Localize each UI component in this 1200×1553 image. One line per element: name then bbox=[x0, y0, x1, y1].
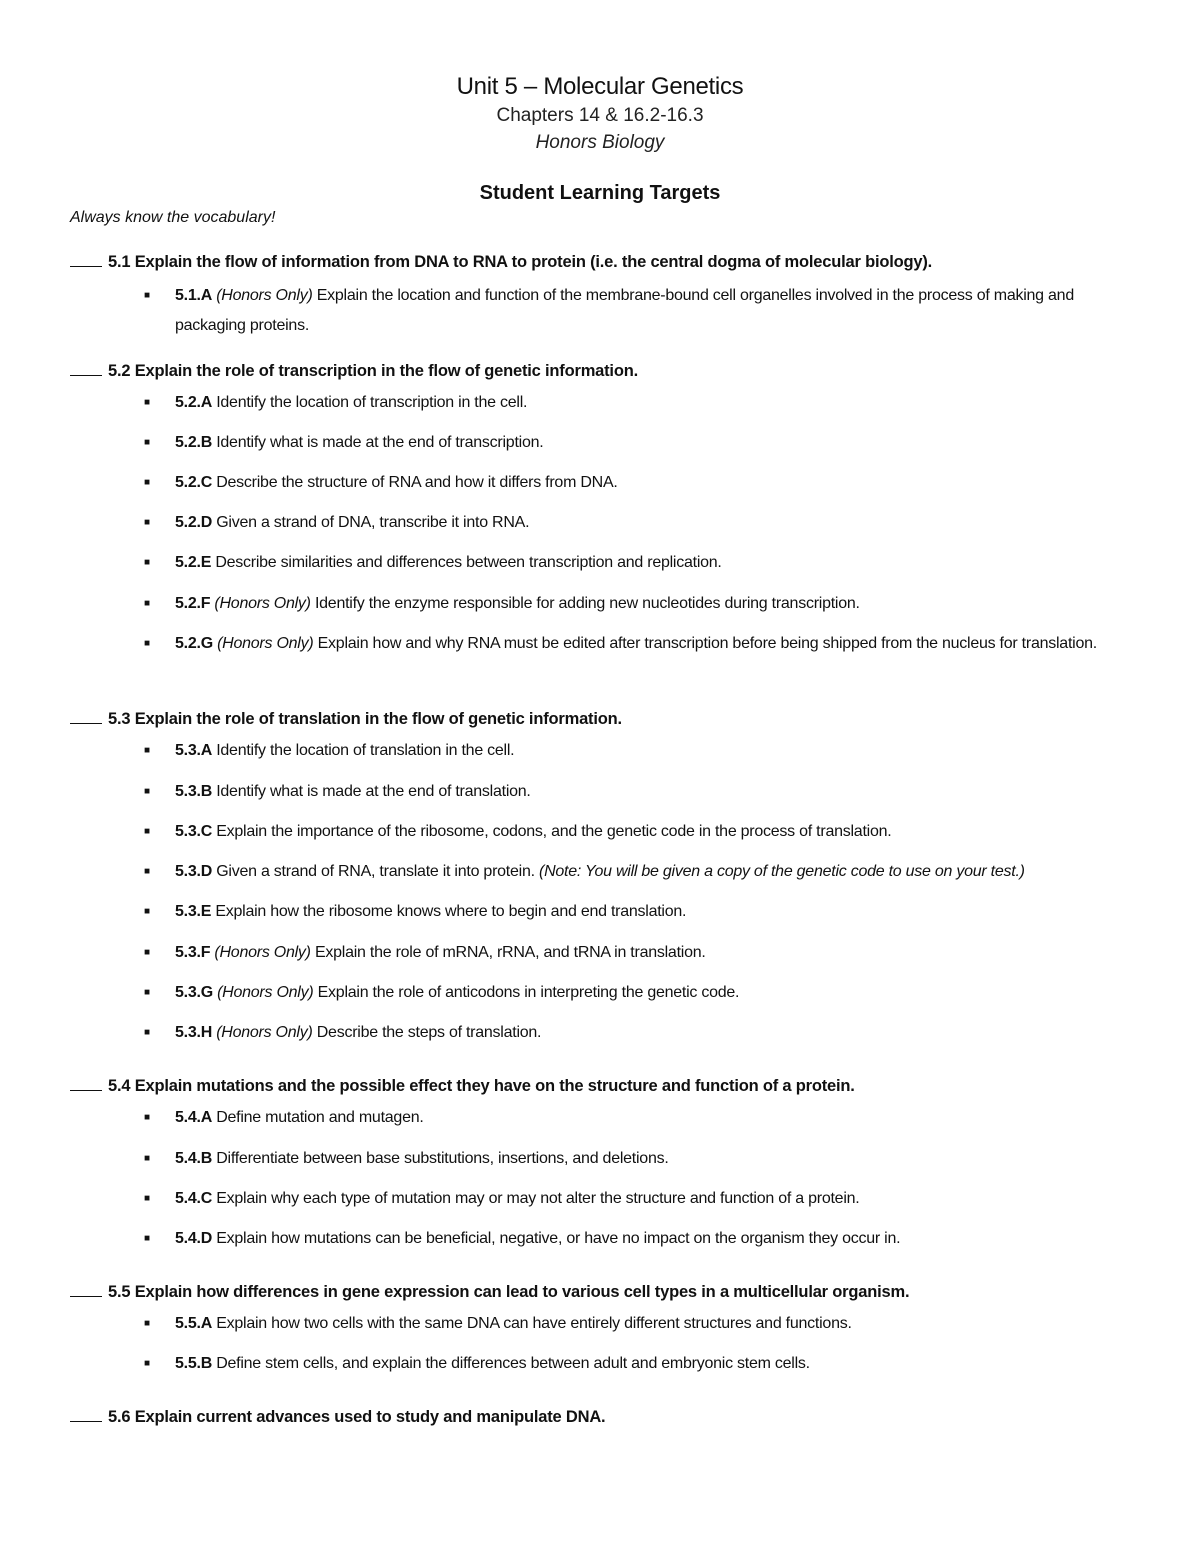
learning-target-5-6 bbox=[70, 1407, 1150, 1427]
target-code: 5.3 bbox=[108, 710, 131, 728]
sub-target-code: 5.3.B bbox=[175, 783, 212, 800]
bullet-icon: ■ bbox=[144, 1027, 150, 1038]
sub-target-5-4-c bbox=[144, 1184, 1124, 1214]
honors-only-label: (Honors Only) bbox=[216, 287, 313, 304]
sub-target-5-2-f bbox=[144, 589, 1124, 619]
learning-target-5-5 bbox=[70, 1282, 1150, 1302]
sub-target-text: Explain why each type of mutation may or may not alter the structure and function of a protein. bbox=[216, 1190, 860, 1207]
vocabulary-note: Always know the vocabulary! bbox=[70, 209, 276, 226]
sub-target-5-5-a bbox=[144, 1309, 1124, 1339]
sub-target-code: 5.3.E bbox=[175, 903, 212, 920]
target-text: Explain how differences in gene expression can lead to various cell types in a multicellular organism. bbox=[134, 1283, 910, 1301]
sub-target-text: Explain the role of anticodons in interpreting the genetic code. bbox=[317, 984, 740, 1001]
sub-target-text: Define mutation and mutagen. bbox=[216, 1109, 424, 1126]
checkoff-blank bbox=[70, 252, 102, 267]
checkoff-blank bbox=[70, 709, 102, 724]
sub-target-5-2-b bbox=[144, 428, 1124, 458]
learning-target-5-1 bbox=[70, 252, 1150, 272]
sub-target-text: Given a strand of DNA, transcribe it into RNA. bbox=[216, 514, 530, 531]
sub-target-5-2-e bbox=[144, 548, 1124, 578]
sub-target-text: Identify the location of translation in the cell. bbox=[216, 742, 515, 759]
sub-target-5-5-b bbox=[144, 1349, 1124, 1379]
target-text: Explain the flow of information from DNA to RNA to protein (i.e. the central dogma of molecular biology). bbox=[134, 253, 933, 271]
sub-target-text: Identify the location of transcription in the cell. bbox=[216, 394, 528, 411]
sub-target-code: 5.3.C bbox=[175, 823, 212, 840]
bullet-icon: ■ bbox=[144, 437, 150, 448]
sub-target-5-3-d bbox=[144, 857, 1124, 887]
sub-target-code: 5.4.A bbox=[175, 1109, 212, 1126]
bullet-icon: ■ bbox=[144, 477, 150, 488]
honors-only-label: (Honors Only) bbox=[217, 635, 314, 652]
honors-only-label: (Honors Only) bbox=[217, 984, 314, 1001]
sub-target-text: Explain the role of mRNA, rRNA, and tRNA in translation. bbox=[314, 944, 706, 961]
bullet-icon: ■ bbox=[144, 557, 150, 568]
target-text: Explain the role of transcription in the flow of genetic information. bbox=[134, 362, 638, 380]
sub-target-5-4-a bbox=[144, 1103, 1124, 1133]
sub-target-text: Identify what is made at the end of transcription. bbox=[216, 434, 544, 451]
bullet-icon: ■ bbox=[144, 397, 150, 408]
sub-target-text: Explain how mutations can be beneficial, negative, or have no impact on the organism they occur in. bbox=[216, 1230, 901, 1247]
sub-target-text: Describe the structure of RNA and how it differs from DNA. bbox=[216, 474, 618, 491]
bullet-icon: ■ bbox=[144, 987, 150, 998]
honors-only-label: (Honors Only) bbox=[214, 944, 311, 961]
sub-target-text: Explain how two cells with the same DNA can have entirely different structures and functions. bbox=[216, 1315, 852, 1332]
checkoff-blank bbox=[70, 1407, 102, 1422]
target-text: Explain mutations and the possible effect they have on the structure and function of a protein. bbox=[134, 1077, 855, 1095]
sub-target-text: Identify the enzyme responsible for adding new nucleotides during transcription. bbox=[314, 595, 860, 612]
sub-target-text: Explain the location and function of the membrane-bound cell organelles involved in the process of making and packaging proteins. bbox=[175, 287, 1074, 334]
bullet-icon: ■ bbox=[144, 826, 150, 837]
bullet-icon: ■ bbox=[144, 1318, 150, 1329]
sub-target-code: 5.4.B bbox=[175, 1150, 212, 1167]
bullet-icon: ■ bbox=[144, 786, 150, 797]
sub-target-5-3-g bbox=[144, 978, 1124, 1008]
sub-target-code: 5.2.C bbox=[175, 474, 212, 491]
sub-target-5-2-g bbox=[144, 629, 1124, 659]
sub-target-text: Describe similarities and differences between transcription and replication. bbox=[215, 554, 722, 571]
sub-target-5-2-d bbox=[144, 508, 1124, 538]
bullet-icon: ■ bbox=[144, 1233, 150, 1244]
sub-target-text: Identify what is made at the end of translation. bbox=[216, 783, 531, 800]
sub-target-code: 5.3.D bbox=[175, 863, 212, 880]
sub-target-code: 5.2.F bbox=[175, 595, 211, 612]
target-code: 5.6 bbox=[108, 1408, 131, 1426]
target-code: 5.4 bbox=[108, 1077, 131, 1095]
sub-target-5-4-d bbox=[144, 1224, 1124, 1254]
sub-target-code: 5.4.D bbox=[175, 1230, 212, 1247]
bullet-icon: ■ bbox=[144, 866, 150, 877]
sub-target-5-3-a bbox=[144, 736, 1124, 766]
learning-target-5-3 bbox=[70, 709, 1150, 729]
sub-target-code: 5.3.H bbox=[175, 1024, 212, 1041]
bullet-icon: ■ bbox=[144, 1358, 150, 1369]
bullet-icon: ■ bbox=[144, 1112, 150, 1123]
genetic-code-note: (Note: You will be given a copy of the genetic code to use on your test.) bbox=[538, 863, 1025, 880]
target-code: 5.1 bbox=[108, 253, 131, 271]
checkoff-blank bbox=[70, 361, 102, 376]
sub-target-5-4-b bbox=[144, 1144, 1124, 1174]
sub-target-text: Describe the steps of translation. bbox=[316, 1024, 542, 1041]
sub-target-5-2-c bbox=[144, 468, 1124, 498]
checkoff-blank bbox=[70, 1076, 102, 1091]
bullet-icon: ■ bbox=[144, 290, 150, 301]
sub-target-text: Define stem cells, and explain the differences between adult and embryonic stem cells. bbox=[216, 1355, 810, 1372]
bullet-icon: ■ bbox=[144, 517, 150, 528]
sub-target-code: 5.2.E bbox=[175, 554, 212, 571]
chapters-subtitle: Chapters 14 & 16.2-16.3 bbox=[496, 105, 704, 126]
sub-target-code: 5.2.D bbox=[175, 514, 212, 531]
bullet-icon: ■ bbox=[144, 598, 150, 609]
bullet-icon: ■ bbox=[144, 906, 150, 917]
page-title: Unit 5 – Molecular Genetics bbox=[456, 73, 744, 100]
sub-target-code: 5.5.A bbox=[175, 1315, 212, 1332]
course-name: Honors Biology bbox=[535, 132, 665, 153]
sub-target-code: 5.2.A bbox=[175, 394, 212, 411]
target-text: Explain current advances used to study and manipulate DNA. bbox=[134, 1408, 606, 1426]
bullet-icon: ■ bbox=[144, 745, 150, 756]
sub-target-code: 5.1.A bbox=[175, 287, 212, 304]
sub-target-code: 5.4.C bbox=[175, 1190, 212, 1207]
section-title: Student Learning Targets bbox=[479, 182, 721, 204]
target-text: Explain the role of translation in the flow of genetic information. bbox=[134, 710, 622, 728]
checkoff-blank bbox=[70, 1282, 102, 1297]
learning-target-5-4 bbox=[70, 1076, 1150, 1096]
target-code: 5.5 bbox=[108, 1283, 131, 1301]
sub-target-text: Explain how and why RNA must be edited after transcription before being shipped from the nucleus for translation. bbox=[317, 635, 1097, 652]
bullet-icon: ■ bbox=[144, 638, 150, 649]
sub-target-5-3-e bbox=[144, 897, 1124, 927]
sub-target-text: Differentiate between base substitutions, insertions, and deletions. bbox=[216, 1150, 669, 1167]
bullet-icon: ■ bbox=[144, 1193, 150, 1204]
sub-target-code: 5.2.B bbox=[175, 434, 212, 451]
sub-target-5-2-a bbox=[144, 388, 1124, 418]
sub-target-code: 5.3.G bbox=[175, 984, 213, 1001]
sub-target-code: 5.3.A bbox=[175, 742, 212, 759]
sub-target-5-3-f bbox=[144, 938, 1124, 968]
sub-target-5-3-b bbox=[144, 777, 1124, 807]
sub-target-text: Explain the importance of the ribosome, codons, and the genetic code in the process of translation. bbox=[216, 823, 892, 840]
learning-target-5-2 bbox=[70, 361, 1150, 381]
sub-target-text: Explain how the ribosome knows where to begin and end translation. bbox=[215, 903, 687, 920]
target-code: 5.2 bbox=[108, 362, 131, 380]
sub-target-5-3-h bbox=[144, 1018, 1124, 1048]
bullet-icon: ■ bbox=[144, 947, 150, 958]
honors-only-label: (Honors Only) bbox=[214, 595, 311, 612]
sub-target-code: 5.3.F bbox=[175, 944, 211, 961]
bullet-icon: ■ bbox=[144, 1153, 150, 1164]
sub-target-5-1-a bbox=[144, 281, 1124, 341]
honors-only-label: (Honors Only) bbox=[216, 1024, 313, 1041]
sub-target-code: 5.5.B bbox=[175, 1355, 212, 1372]
sub-target-code: 5.2.G bbox=[175, 635, 213, 652]
sub-target-text: Given a strand of RNA, translate it into protein. bbox=[216, 863, 535, 880]
sub-target-5-3-c bbox=[144, 817, 1124, 847]
